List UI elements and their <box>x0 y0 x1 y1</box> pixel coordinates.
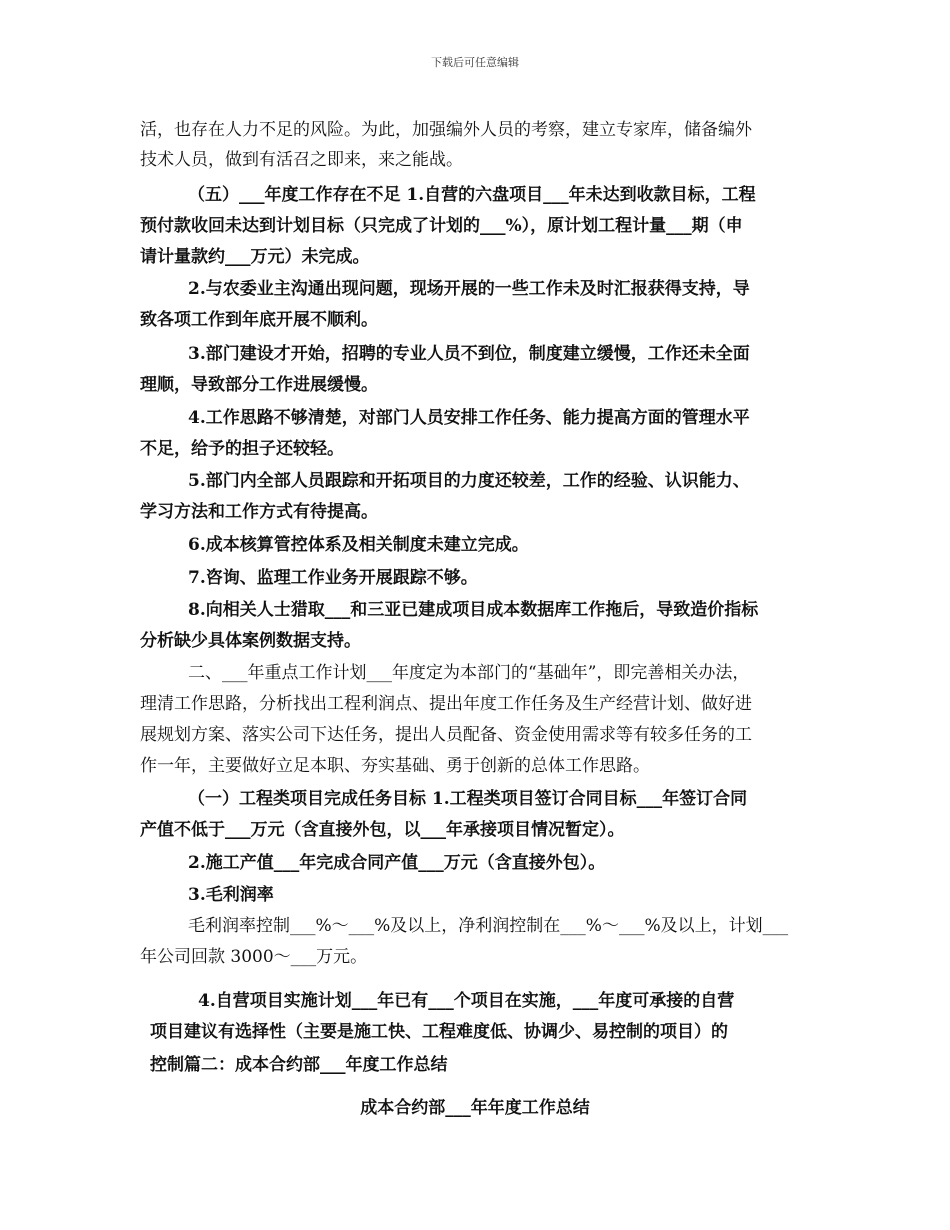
text-line: （一）工程类项目完成任务目标 1.工程类项目签订合同目标___年签订合同 <box>188 789 748 809</box>
text-line: 活，也存在人力不足的风险。为此，加强编外人员的考察，建立专家库，储备编外 <box>140 120 752 140</box>
text-line: 二、___年重点工作计划___年度定为本部门的“基础年”，即完善相关办法， <box>188 663 750 683</box>
text-line: 请计量款约___万元）未完成。 <box>140 247 370 267</box>
text-line: 6.成本核算管控体系及相关制度未建立完成。 <box>188 535 529 555</box>
text-line: 3.部门建设才开始，招聘的专业人员不到位，制度建立缓慢，工作还未全面 <box>188 344 750 364</box>
page-header: 下载后可任意编辑 <box>431 56 519 69</box>
text-line: 分析缺少具体案例数据支持。 <box>140 631 361 651</box>
text-line: 预付款收回未达到计划目标（只完成了计划的___%），原计划工程计量___期（申 <box>140 216 743 236</box>
text-line: 7.咨询、监理工作业务开展跟踪不够。 <box>188 568 478 588</box>
text-line: 毛利润率控制___%～___%及以上，净利润控制在___%～___%及以上，计划___ <box>188 916 789 936</box>
text-line: 作一年，主要做好立足本职、夯实基础、勇于创新的总体工作思路。 <box>140 756 650 776</box>
document-title: 成本合约部___年年度工作总结 <box>360 1098 590 1118</box>
text-line: 致各项工作到年底开展不顺利。 <box>140 310 378 330</box>
text-line: 8.向相关人士猎取___和三亚已建成项目成本数据库工作拖后，导致造价指标 <box>188 600 759 620</box>
text-line: 3.毛利润率 <box>188 885 274 905</box>
text-line: 2.施工产值___年完成合同产值___万元（含直接外包）。 <box>188 853 606 873</box>
text-line: 产值不低于___万元（含直接外包，以___年承接项目情况暂定）。 <box>140 820 625 840</box>
text-line: 理清工作思路，分析找出工程利润点、提出年度工作任务及生产经营计划、做好进 <box>140 694 752 714</box>
text-line: 4.工作思路不够清楚，对部门人员安排工作任务、能力提高方面的管理水平 <box>188 408 750 428</box>
text-line: 2.与农委业主沟通出现问题，现场开展的一些工作未及时汇报获得支持，导 <box>188 279 750 299</box>
text-line: 展规划方案、落实公司下达任务，提出人员配备、资金使用需求等有较多任务的工 <box>140 725 752 745</box>
text-line: 控制篇二：成本合约部___年度工作总结 <box>150 1055 448 1075</box>
text-line: 项目建议有选择性（主要是施工快、工程难度低、协调少、易控制的项目）的 <box>150 1022 728 1042</box>
text-line: 学习方法和工作方式有待提高。 <box>140 502 378 522</box>
text-line: 5.部门内全部人员跟踪和开拓项目的力度还较差，工作的经验、认识能力、 <box>188 471 750 491</box>
text-line: 年公司回款 3000～___万元。 <box>140 947 368 967</box>
text-line: 理顺，导致部分工作进展缓慢。 <box>140 375 378 395</box>
text-line: 4.自营项目实施计划___年已有___个项目在实施，___年度可承接的自营 <box>198 991 735 1011</box>
text-line: （五）___年度工作存在不足 1.自营的六盘项目___年未达到收款目标，工程 <box>188 185 756 205</box>
text-line: 不足，给予的担子还较轻。 <box>140 439 344 459</box>
text-line: 技术人员，做到有活召之即来，来之能战。 <box>140 150 463 170</box>
